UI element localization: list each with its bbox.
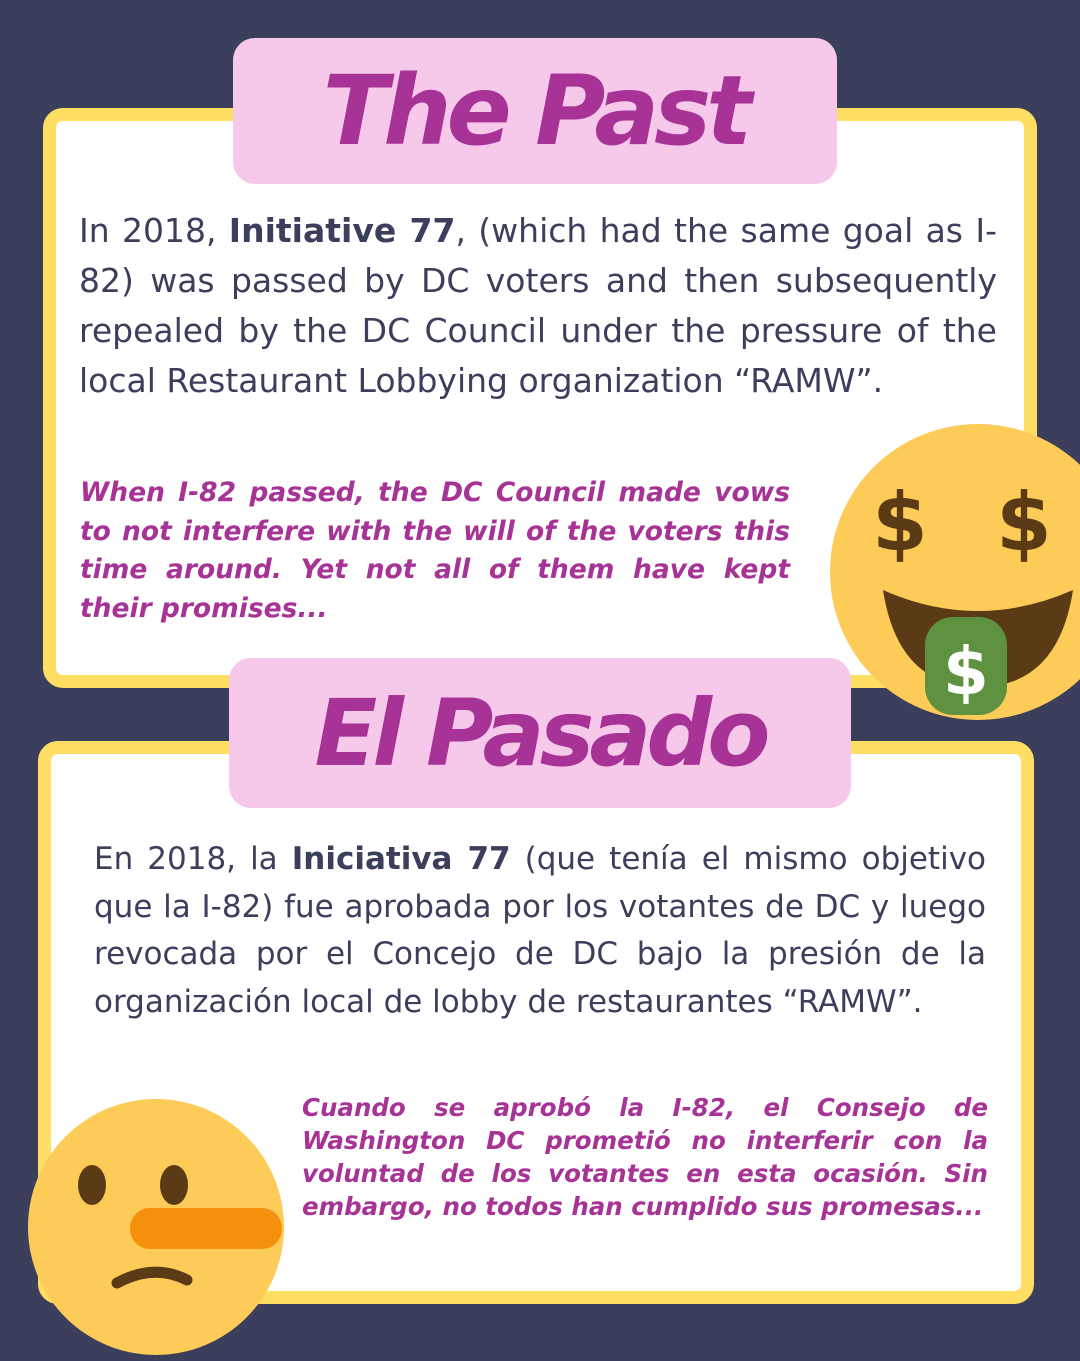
body-es-suffix: (que tenía el mismo objetivo que la I-82) fue aprobada por los votantes de DC y luego revocada por el Concejo de DC bajo la presión de la organización local de lobby de restaurantes “RAMW”. bbox=[94, 841, 987, 1020]
past-body-spanish bbox=[94, 836, 986, 1026]
past-body-english bbox=[79, 206, 997, 406]
body-en-suffix: , (which had the same goal as I-82) was passed by DC voters and then subsequently repealed by the DC Council under the pressure of the local Restaurant Lobbying organization “RAMW”. bbox=[79, 211, 997, 400]
lying-face-icon bbox=[22, 1093, 290, 1361]
body-en-prefix: In 2018, bbox=[79, 211, 229, 250]
body-en-bold: Initiative 77 bbox=[228, 211, 456, 250]
promise-note-spanish: Cuando se aprobó la I-82, el Consejo de Washington DC prometió no interferir con la voluntad de los votantes en esta ocasión. Sin embargo, no todos han cumplido sus promesas... bbox=[302, 1093, 988, 1221]
title-el-pasado-text: El Pasado bbox=[314, 679, 766, 787]
svg-text:$: $ bbox=[943, 633, 989, 710]
title-the-past-text: The Past bbox=[322, 55, 748, 167]
title-el-pasado bbox=[229, 658, 851, 808]
money-mouth-face-icon bbox=[828, 422, 1080, 722]
svg-text:$: $ bbox=[996, 476, 1052, 569]
title-the-past bbox=[233, 38, 837, 184]
body-es-prefix: En 2018, la bbox=[94, 841, 292, 877]
svg-text:$: $ bbox=[872, 476, 928, 569]
promise-note-english: When I-82 passed, the DC Council made vows to not interfere with the will of the voters this time around. Yet not all of them have kept their promises... bbox=[80, 477, 790, 624]
body-es-bold: Iniciativa 77 bbox=[291, 841, 511, 877]
